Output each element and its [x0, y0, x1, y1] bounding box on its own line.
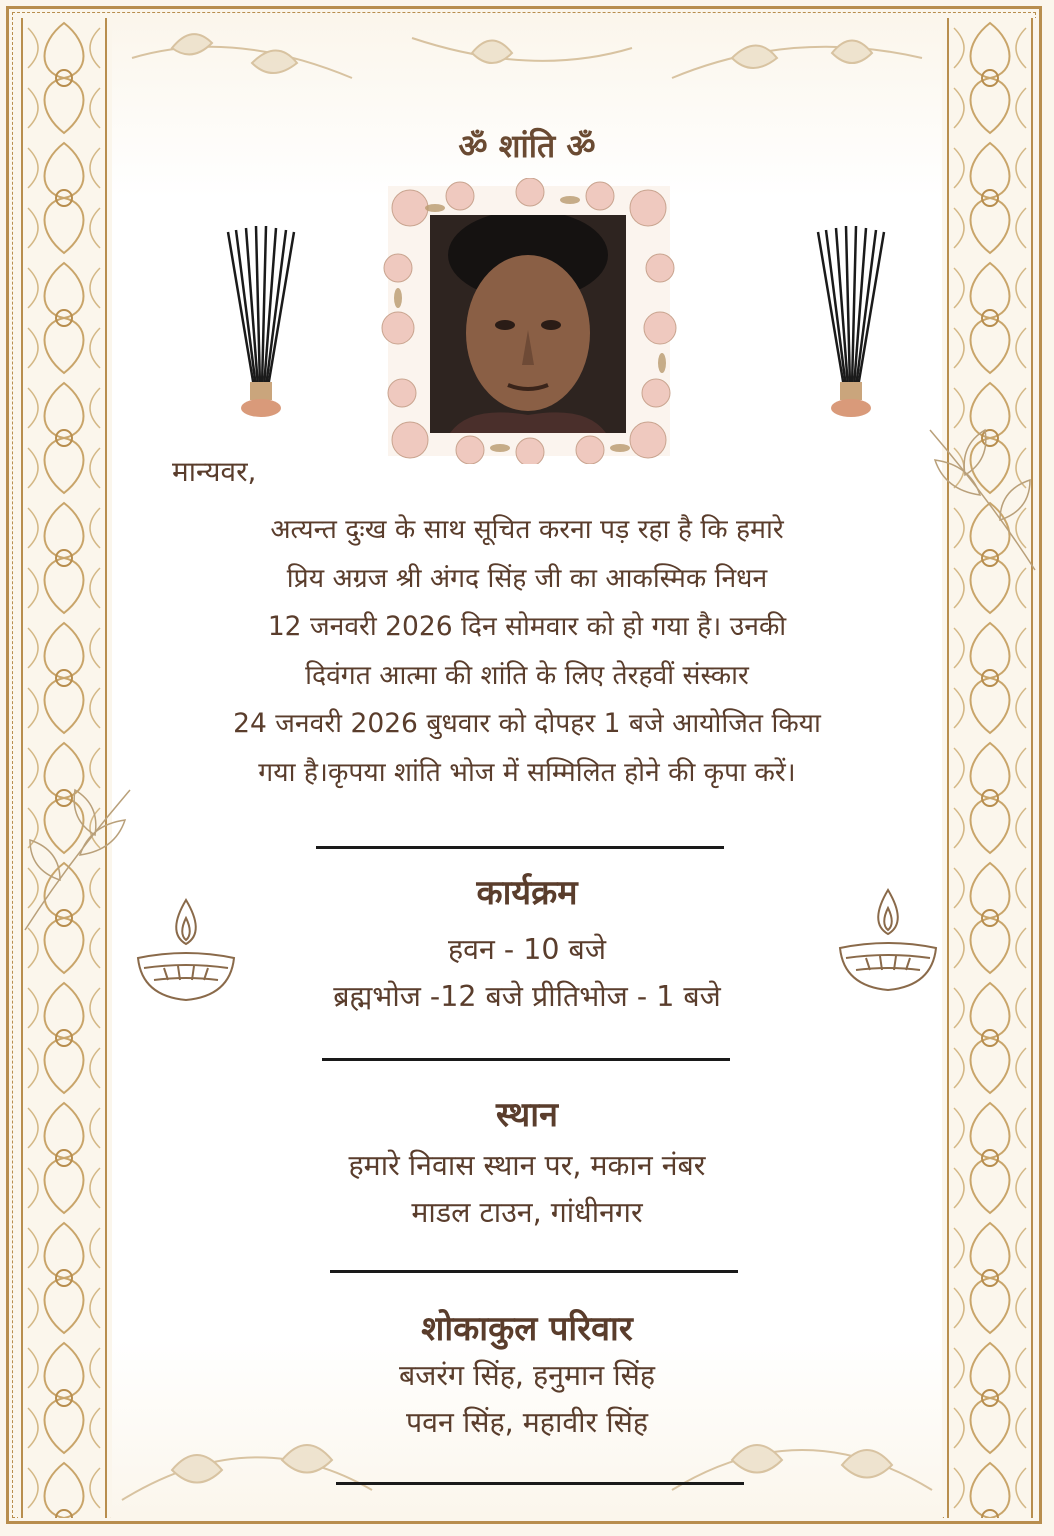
divider — [330, 1270, 738, 1273]
message-line: दिवंगत आत्मा की शांति के लिए तेरहवीं संस्कार — [305, 659, 749, 691]
family-details — [0, 1352, 1054, 1446]
divider — [316, 846, 724, 849]
leaf-sprig-left — [20, 780, 140, 940]
divider — [336, 1482, 744, 1485]
salutation: मान्यवर, — [172, 455, 257, 488]
page-title: ॐ शांति ॐ — [458, 127, 596, 165]
message-line: गया है।कृपया शांति भोज में सम्मिलित होने की कृपा करें। — [258, 756, 796, 788]
program-line: हवन - 10 बजे — [448, 933, 606, 966]
family-line: बजरंग सिंह, हनुमान सिंह — [398, 1359, 656, 1392]
message-line: 12 जनवरी 2026 दिन सोमवार को हो गया है। उनकी — [267, 611, 787, 642]
venue-details — [0, 1142, 1054, 1236]
program-title: कार्यक्रम — [476, 873, 578, 913]
message-line: 24 जनवरी 2026 बुधवार को दोपहर 1 बजे आयोजित किया — [233, 708, 821, 739]
venue-line: माडल टाउन, गांधीनगर — [411, 1196, 643, 1229]
family-title: शोकाकुल परिवार — [421, 1309, 633, 1349]
family-line: पवन सिंह, महावीर सिंह — [405, 1406, 649, 1439]
program-details — [0, 926, 1054, 1020]
program-line: ब्रह्मभोज -12 बजे प्रीतिभोज - 1 बजे — [333, 980, 721, 1013]
divider — [322, 1058, 730, 1061]
message-line: अत्यन्त दुःख के साथ सूचित करना पड़ रहा है कि हमारे — [270, 514, 784, 545]
message-paragraph — [0, 506, 1054, 797]
incense-sticks-icon — [810, 222, 890, 422]
message-line: प्रिय अग्रज श्री अंगद सिंह जी का आकस्मिक निधन — [286, 562, 768, 594]
portrait-placeholder — [430, 215, 626, 433]
venue-title: स्थान — [496, 1095, 558, 1135]
portrait-photo — [430, 215, 626, 433]
incense-sticks-icon — [220, 222, 300, 422]
top-foliage-decoration — [112, 18, 942, 138]
venue-line: हमारे निवास स्थान पर, मकान नंबर — [348, 1149, 706, 1182]
